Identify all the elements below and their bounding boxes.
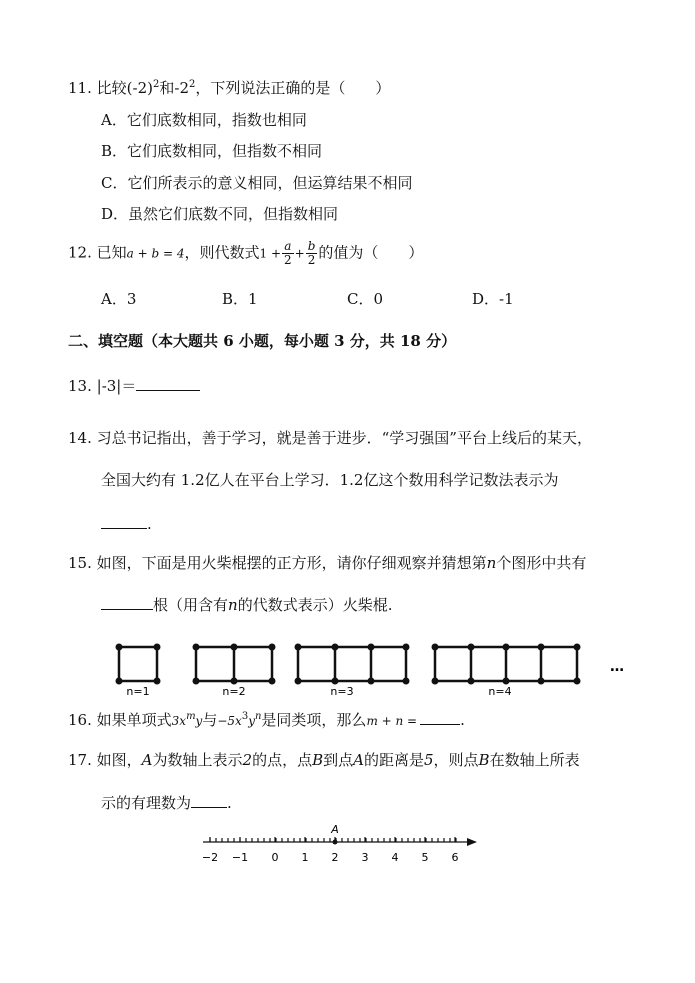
q14-period: .: [147, 515, 152, 533]
joint-dot: [269, 644, 276, 651]
matchstick-squares: [119, 647, 577, 681]
q15-line1: [68, 553, 586, 573]
q11-stem: [68, 78, 390, 98]
joint-dot: [368, 644, 375, 651]
q17-line1: [68, 750, 580, 770]
q17-period: .: [227, 794, 232, 812]
q17-text: ，则点: [433, 751, 479, 769]
q15-variable-n: n: [486, 554, 497, 572]
joint-dot: [116, 678, 123, 685]
q16-number: 16.: [68, 711, 92, 729]
q13-number: 13.: [68, 377, 92, 395]
figure-label-n3: n=3: [330, 685, 354, 698]
fraction-denominator: 2: [307, 253, 316, 267]
joint-dot: [432, 644, 439, 651]
q16-monomial-2: −5x: [217, 714, 242, 728]
fraction-numerator: a: [282, 240, 294, 254]
q16-text: 如果单项式: [96, 711, 172, 729]
q17-text: 示的有理数为: [101, 794, 192, 812]
q13-stem: [68, 376, 200, 396]
q16-monomial-1: 3x: [171, 714, 187, 728]
q16-exponent-n: n: [254, 711, 262, 722]
q12-option-a: A．3: [101, 290, 137, 308]
joint-dot: [116, 644, 123, 651]
q17-line2: [101, 793, 232, 813]
q14-line1: [68, 428, 592, 448]
q12-option-d: D．-1: [472, 290, 514, 308]
q12-option-c: C．0: [347, 290, 384, 308]
q17-value-2: 2: [242, 751, 253, 769]
fraction-denominator: 2: [284, 253, 292, 267]
q11-expr1: (-2): [126, 79, 153, 97]
joint-dot: [332, 678, 339, 685]
tick-label: 2: [331, 851, 339, 864]
q12-given-equation: a + b = 4: [126, 246, 185, 261]
q16-monomial-2-y: y: [248, 714, 255, 728]
matchstick-square-n1: [119, 647, 157, 681]
q16-period: .: [460, 711, 465, 729]
tick-label: 1: [301, 851, 309, 864]
q12-number: 12.: [68, 243, 92, 262]
q17-text: 如图，: [96, 751, 142, 769]
q11-expr1-exponent: 2: [152, 79, 160, 90]
q12-stem-part: 已知: [96, 243, 127, 262]
q15-text: 如图，下面是用火柴棍摆的正方形，请你仔细观察并猜想第: [96, 554, 487, 572]
q15-variable-n: n: [228, 596, 238, 614]
q17-text: 在数轴上所表: [489, 751, 580, 769]
q16-exponent-m: m: [186, 711, 196, 722]
q17-point-b: B: [478, 751, 490, 769]
q15-line2: [101, 595, 392, 615]
q17-point-b: B: [312, 751, 324, 769]
q11-option-d: D．虽然它们底数不同，但指数相同: [101, 205, 339, 223]
figure-label-n2: n=2: [222, 685, 246, 698]
q16-stem: [68, 710, 465, 731]
joint-dot: [403, 678, 410, 685]
joint-dot: [193, 644, 200, 651]
q16-exponent-3: 3: [241, 711, 249, 722]
q16-text: 与: [202, 711, 218, 729]
q12-plus: +: [294, 246, 305, 261]
tick-label: −2: [201, 851, 219, 864]
q11-expr2-exponent: 2: [189, 79, 196, 90]
joint-dot: [295, 678, 302, 685]
section-heading: 二、填空题（本大题共 6 小题，每小题 3 分，共 18 分）: [68, 332, 457, 350]
tick-label: 5: [421, 851, 429, 864]
q15-text: 的代数式表示）火柴棍.: [237, 596, 393, 614]
matchstick-joints: [116, 644, 581, 685]
figure-ellipsis: …: [610, 659, 624, 675]
q12-fraction-b: [306, 240, 318, 267]
q11-stem-part: ，下列说法正确的是（ ）: [195, 79, 391, 97]
q11-number: 11.: [68, 79, 92, 97]
number-line-labels: [202, 851, 459, 864]
tick-label: 0: [271, 851, 279, 864]
q15-text: 个图形中共有: [496, 554, 587, 572]
q12-fraction-a: [282, 240, 294, 267]
joint-dot: [231, 644, 238, 651]
q14-text: 习总书记指出，善于学习，就是善于进步．“学习强国”平台上线后的某天，: [96, 429, 592, 447]
q12-stem-part: 的值为（ ）: [318, 243, 424, 262]
tick-label: 4: [391, 851, 399, 864]
q14-number: 14.: [68, 429, 92, 447]
q12-stem-part: ，则代数式: [184, 243, 260, 262]
joint-dot: [368, 678, 375, 685]
q11-option-b: B．它们底数相同，但指数不相同: [101, 142, 323, 160]
q13-answer-blank[interactable]: [136, 376, 200, 391]
joint-dot: [538, 644, 545, 651]
arrow-head-icon: [467, 838, 477, 846]
q15-answer-blank[interactable]: [101, 595, 153, 610]
q17-answer-blank[interactable]: [191, 793, 227, 808]
joint-dot: [154, 678, 161, 685]
q12-option-b: B．1: [222, 290, 258, 308]
fraction-numerator: b: [307, 239, 316, 253]
joint-dot: [503, 678, 510, 685]
figure-label-n4: n=4: [488, 685, 512, 698]
joint-dot: [269, 678, 276, 685]
q17-number: 17.: [68, 751, 92, 769]
q16-answer-blank[interactable]: [420, 710, 460, 725]
q17-text: 的距离是: [363, 751, 424, 769]
joint-dot: [432, 678, 439, 685]
q17-point-a: A: [141, 751, 153, 769]
figure-label-n1: n=1: [126, 685, 150, 698]
joint-dot: [503, 644, 510, 651]
joint-dot: [332, 644, 339, 651]
point-a-marker: [333, 840, 338, 845]
q17-value-5: 5: [423, 751, 434, 769]
matchstick-figure: [100, 636, 640, 702]
tick-label: −1: [231, 851, 249, 864]
q17-text: 的点，点: [252, 751, 313, 769]
joint-dot: [154, 644, 161, 651]
q17-point-a: A: [353, 751, 364, 769]
q17-text: 到点: [323, 751, 354, 769]
q14-answer-blank[interactable]: [101, 514, 147, 529]
q16-monomial-1-y: y: [195, 714, 203, 728]
q15-number: 15.: [68, 554, 92, 572]
q12-expr-one: 1 +: [259, 246, 282, 261]
q13-expression: |-3|＝: [96, 377, 137, 395]
q11-expr2: -2: [174, 79, 189, 97]
q14-line2: 全国大约有 1.2亿人在平台上学习．1.2亿这个数用科学记数法表示为: [101, 471, 559, 489]
q16-text: 是同类项，那么: [261, 711, 367, 729]
joint-dot: [193, 678, 200, 685]
q12-stem: [68, 240, 423, 267]
joint-dot: [468, 644, 475, 651]
q17-text: 为数轴上表示: [152, 751, 243, 769]
q11-stem-part: 和: [159, 79, 175, 97]
number-line: [195, 818, 485, 868]
joint-dot: [574, 678, 581, 685]
q15-text: 根（用含有: [153, 596, 229, 614]
matchstick-rect-n3: [298, 647, 406, 681]
q11-stem-part: 比较: [96, 79, 127, 97]
joint-dot: [468, 678, 475, 685]
joint-dot: [538, 678, 545, 685]
joint-dot: [231, 678, 238, 685]
q16-sum-expression: m + n =: [366, 714, 418, 728]
joint-dot: [574, 644, 581, 651]
joint-dot: [403, 644, 410, 651]
q14-line3: [101, 514, 152, 534]
q11-option-c: C．它们所表示的意义相同，但运算结果不相同: [101, 174, 413, 192]
q11-option-a: A．它们底数相同，指数也相同: [101, 111, 307, 129]
tick-label: 6: [451, 851, 459, 864]
tick-label: 3: [361, 851, 369, 864]
joint-dot: [295, 644, 302, 651]
point-a-label: A: [331, 823, 339, 836]
